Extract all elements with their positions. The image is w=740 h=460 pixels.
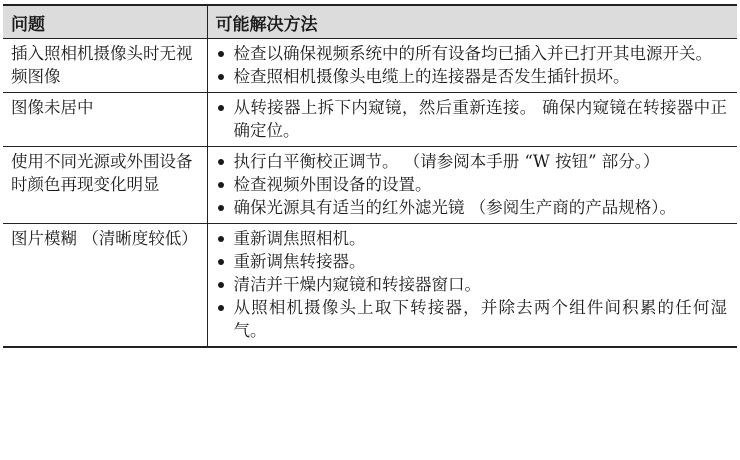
solution-cell (207, 39, 737, 93)
table-row (3, 93, 737, 147)
solution-text: 从照相机摄像头上取下转接器，并除去两个组件间积累的任何湿气。 (233, 298, 727, 340)
table-row (3, 147, 737, 224)
problem-cell: 图像未居中 (3, 93, 207, 147)
solution-item (216, 173, 728, 196)
solution-list (216, 227, 728, 342)
bullet-icon (218, 74, 224, 80)
solution-text: 重新调焦照相机。 (233, 229, 366, 248)
table-row (3, 224, 737, 348)
solution-text: 检查照相机摄像头电缆上的连接器是否发生插针损坏。 (233, 67, 630, 86)
solution-text: 从转接器上拆下内窥镜，然后重新连接。 确保内窥镜在转接器中正确定位。 (233, 98, 727, 140)
solution-text: 重新调焦转接器。 (233, 252, 366, 271)
solution-cell (207, 147, 737, 224)
solution-text: 检查视频外围设备的设置。 (233, 175, 432, 194)
solution-item (216, 96, 728, 142)
bullet-icon (218, 51, 224, 57)
problem-cell: 图片模糊 （清晰度较低） (3, 224, 207, 348)
bullet-icon (218, 282, 224, 288)
table-row (3, 39, 737, 93)
solution-item (216, 227, 728, 250)
problem-cell: 插入照相机摄像头时无视频图像 (3, 39, 207, 93)
solution-item (216, 196, 728, 219)
bullet-icon (218, 105, 224, 111)
solution-text: 检查以确保视频系统中的所有设备均已插入并已打开其电源开关。 (233, 44, 712, 63)
solution-item (216, 250, 728, 273)
bullet-icon (218, 182, 224, 188)
solution-cell (207, 224, 737, 348)
table-header-row (3, 5, 737, 39)
solution-text: 确保光源具有适当的红外滤光镜 （参阅生产商的产品规格）。 (233, 198, 676, 217)
troubleshooting-table (3, 4, 737, 348)
bullet-icon (218, 159, 224, 165)
solution-item (216, 42, 728, 65)
solution-list (216, 42, 728, 88)
solution-item (216, 273, 728, 296)
bullet-icon (218, 305, 224, 311)
problem-column-header: 问题 (3, 5, 207, 39)
solution-list (216, 150, 728, 219)
bullet-icon (218, 205, 224, 211)
solution-item (216, 65, 728, 88)
solution-list (216, 96, 728, 142)
solution-item (216, 296, 728, 342)
bullet-icon (218, 259, 224, 265)
solution-text: 执行白平衡校正调节。 （请参阅本手册 “W 按钮” 部分。） (233, 152, 660, 171)
solution-item (216, 150, 728, 173)
solution-cell (207, 93, 737, 147)
solution-column-header: 可能解决方法 (207, 5, 737, 39)
solution-text: 清洁并干燥内窥镜和转接器窗口。 (233, 275, 481, 294)
problem-cell: 使用不同光源或外围设备时颜色再现变化明显 (3, 147, 207, 224)
bullet-icon (218, 236, 224, 242)
